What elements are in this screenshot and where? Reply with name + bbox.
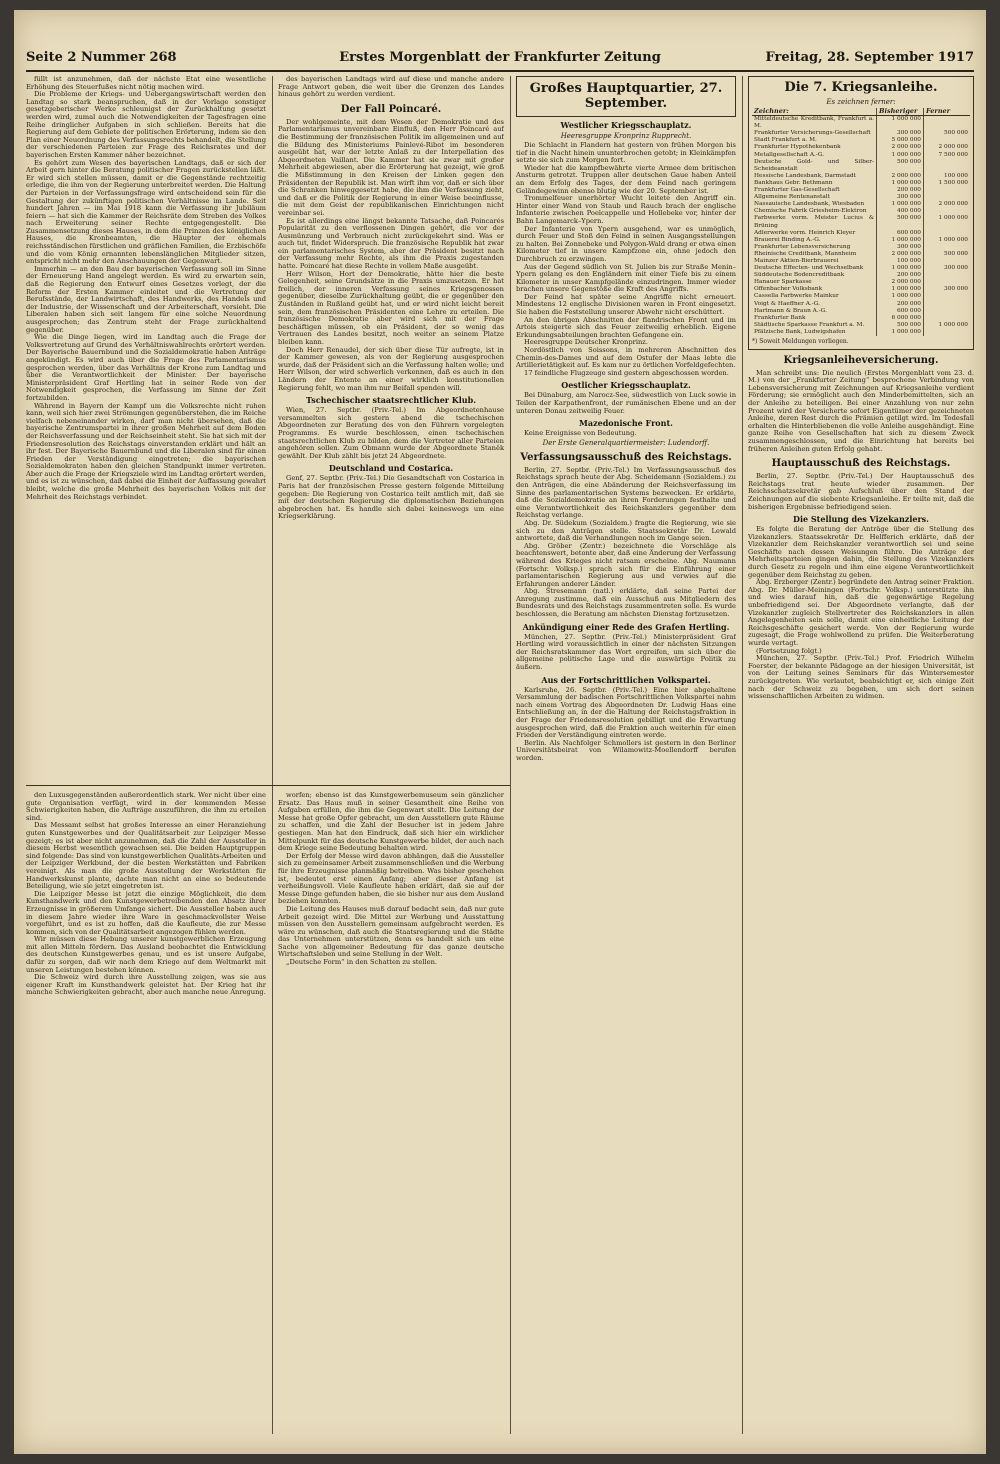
paragraph: An den übrigen Abschnitten der flandrischen Front und im Artois steigerte sich das Feuer zeitweilig erheblich. Eigene Erkundungsabteilungen brachten Gefangene ein.: [516, 315, 736, 339]
subscription-amount: 400 000: [877, 208, 924, 215]
subscription-amount: 2 000 000: [877, 173, 924, 180]
subscriber-name: Mainzer Aktien-Bierbrauerei: [752, 258, 877, 265]
paragraph: füllt ist anzunehmen, daß der nächste Etat eine wesentliche Erhöhung des Steuerfußes nicht nötig machen wird.: [26, 76, 266, 91]
subscription-amount: 2 000 000: [938, 201, 968, 208]
column-rule: [272, 76, 273, 814]
paragraph: München, 27. Septbr. (Priv.-Tel.) Ministerpräsident Graf Hertling wird voraussichtlich in einer der nächsten Sitzungen der Reichsratskammer das Wort ergreifen, um sich über die allgemeine politische Lage und die auswärtige Politik zu äußern.: [516, 632, 736, 672]
subscription-amount: 2 000 000: [877, 251, 924, 258]
subscriber-name: Stadt Frankfurt a. M.: [752, 137, 877, 144]
table-row: [752, 322, 970, 329]
subscription-amount: 1 000 000: [877, 293, 924, 300]
war-loan-title: Die 7. Kriegsanleihe.: [784, 80, 938, 95]
subscriber-name: Städtische Sparkasse Frankfurt a. M.: [752, 322, 877, 329]
paragraph: 17 feindliche Flugzeuge sind gestern abgeschossen worden.: [524, 368, 729, 377]
column-4: [748, 76, 974, 1434]
subscription-amount: [924, 258, 971, 265]
subscription-amount: 1 000 000: [877, 116, 924, 131]
bottom-column-2: [278, 792, 504, 1434]
subscriber-name: Voigt & Haeffner A.-G.: [752, 301, 877, 308]
subscription-amount: [924, 308, 971, 315]
article-progressive-party: [516, 687, 736, 763]
table-row: [752, 137, 970, 144]
table-footnote: *) Soweit Meldungen vorliegen.: [752, 338, 849, 345]
table-row: [752, 308, 970, 315]
subscription-amount: 1 000 000: [877, 265, 924, 272]
section-macedonian-front: Mazedonische Front.: [579, 418, 673, 429]
paragraph: den Luxusgegenständen außerordentlich stark. Wer nicht über eine gute Organisation verfügt, wird in der kommenden Messe Schwierigkeiten haben, die Aufträge auszuführen, die ihm zu erteilen sind.: [26, 792, 266, 822]
column-header: Zeichner:: [752, 108, 877, 116]
paragraph: München, 27. Septbr. (Priv.-Tel.) Prof. Friedrich Wilhelm Foerster, der bekannte Pädagoge an der hiesigen Universität, ist von der Leitung seines Seminars für das Wintersemester zurückgetreten. Wie verlautet, beabsichtigt er, sich einige Zeit nach der Schweiz zu begeben, um sich dort seinen wissenschaftlichen Arbeiten zu widmen.: [748, 654, 974, 701]
article-title-progressive-party: Aus der Fortschrittlichen Volkspartei.: [541, 674, 711, 685]
subscriber-name: Farbwerke vorm. Meister Lucius & Brüning: [752, 215, 877, 229]
paragraph: Wie die Dinge liegen, wird im Landtag auch die Frage der Volksvertretung auf Grund des Verhältniswahlrechts erörtert werden. Der Bayerische Bauernbund und die Sozialdemokratie haben Anträge angekündigt. Es wird auch über die Frage des Parlamentarismus gesprochen werden, über das Verhältnis der Krone zum Landtag und über die Verantwortlichkeit der Minister. Der bayerische Ministerpräsident Graf Hertling hat in seiner Rede von der Notwendigkeit gesprochen, die Verfassung im Sinne der Zeit fortzubilden.: [26, 333, 266, 402]
paragraph: (Fortsetzung folgt.): [756, 646, 822, 655]
subscriber-name: Adlerwerke vorm. Heinrich Kleyer: [752, 230, 877, 237]
page-number: Seite 2 Nummer 268: [26, 50, 177, 65]
war-loan-box: [748, 76, 974, 350]
paragraph: Keine Ereignisse von Bedeutung.: [524, 429, 637, 438]
subscription-amount: [924, 194, 971, 201]
subscription-amount: 300 000: [877, 194, 924, 201]
table-row: [752, 251, 970, 258]
table-row: [752, 187, 970, 194]
subscription-amount: 6 000 000: [877, 315, 924, 322]
subscriber-name: Frankfurter Gas-Gesellschaft: [752, 187, 877, 194]
article-vice-chancellor: [748, 526, 974, 701]
subscriber-name: Pfälzische Bank, Ludwigshafen: [752, 329, 877, 336]
paragraph: Berlin. Als Nachfolger Schmollers ist gestern in den Berliner Universitätsbeirat von Wilamowitz-Moellendorff berufen worden.: [516, 738, 736, 762]
paragraph: Wir müssen diese Hebung unserer kunstgewerblichen Erzeugung mit allen Mitteln fördern. Das Ausland beobachtet die Entwicklung des deutschen Kunstgewerbes genau, und es ist unsere Aufgabe, dafür zu sorgen, daß wir nach dem Kriege auf dem Weltmarkt mit unseren Leistungen bestehen können.: [26, 935, 266, 974]
paragraph: Die Schweiz wird durch ihre Ausstellung zeigen, was sie aus eigener Kraft im Kunsthandwerk geleistet hat. Der Krieg hat ihr manche Schwierigkeiten gebracht, aber auch manche neue Anregung.: [26, 973, 266, 997]
subscriber-name: Hessische Landesbank, Darmstadt: [752, 173, 877, 180]
table-row: [752, 315, 970, 322]
subscriber-name: Offenbacher Volksbank: [752, 286, 877, 293]
subscription-amount: [924, 116, 971, 131]
paragraph: Aus der Gegend südlich von St. Julien bis zur Straße Menin–Ypern gelang es den Engländern mit einer Tiefe bis zu einem Kilometer in unser Kampfgelände einzudringen. Immer wieder brachen unsere Gegenstöße die Kraft des Angriffs.: [516, 262, 736, 294]
paragraph: Berlin, 27. Septbr. (Priv.-Tel.) Der Hauptausschuß des Reichstags trat heute wieder zusammen. Der Reichsschatzsekretär gab Aufschluß über den Stand der Zeichnungen auf die siebente Kriegsanleihe. Er teilte mit, daß die bisherigen Ergebnisse befriedigend seien.: [748, 472, 974, 511]
subscription-amount: 1 000 000: [877, 180, 924, 187]
subscription-amount: 500 000: [944, 130, 968, 137]
column-header: Ferner: [924, 108, 971, 116]
subscription-amount: 600 000: [877, 230, 924, 237]
paragraph: Der Feind hat später seine Angriffe nicht erneuert. Mindestens 12 englische Divisionen waren in Front eingesetzt. Sie haben die Feststellung unserer Abwehr nicht erschüttert.: [516, 292, 736, 317]
subscriber-name: Frankfurter Versicherungs-Gesellschaft: [752, 130, 877, 137]
subscription-amount: [924, 301, 971, 308]
paragraph: Trommelfeuer unerhörter Wucht leitete den Angriff ein. Hinter einer Wand von Staub und Rauch brach der englische Infanterie zwischen Poelcappelle und Hollebeke vor, hinter der Bahn Langemarck–Ypern.: [516, 194, 736, 225]
war-report-title: Großes Hauptquartier, 27. September.: [529, 81, 723, 111]
article-loan-insurance: [748, 370, 974, 454]
eastern-front-report: [516, 392, 736, 415]
newspaper-page: [14, 10, 986, 1454]
article-poincare: [278, 119, 504, 392]
subscription-amount: 100 000: [944, 172, 968, 179]
subscriber-name: Allgemeine Rentenanstalt: [752, 194, 877, 201]
subscriber-name: Hanauer Sparkasse: [752, 279, 877, 286]
section-divider: [26, 785, 510, 786]
article-czech-club: [278, 407, 504, 460]
subscription-amount: 1 000 000: [938, 215, 968, 222]
subscriber-name: Deutsche Gold- und Silber-Scheideanstalt: [752, 159, 877, 173]
subscription-amount: 500 000: [877, 159, 924, 173]
table-header-row: [752, 108, 970, 116]
table-row: [752, 258, 970, 265]
paragraph: Es folgte die Beratung der Anträge über die Stellung des Vizekanzlers. Staatssekretär Dr. Helfferich erklärte, daß der Vizekanzler dem Reichskanzler verantwortlich sei und seine Geschäfte nach dessen Weisungen führe. Die Anträge der Mehrheitsparteien gingen dahin, die Stellung des Vizekanzlers durch Gesetz zu regeln und ihm eine eigene Verantwortlichkeit gegenüber dem Reichstag zu geben.: [748, 525, 974, 579]
page-header: [26, 48, 974, 72]
article-title-hertling: Ankündigung einer Rede des Grafen Hertling.: [522, 621, 730, 632]
article-title-poincare: Der Fall Poincaré.: [340, 103, 442, 115]
subscription-amount: 300 000: [944, 286, 968, 293]
subscriber-name: Rheinische Creditbank, Mannheim: [752, 251, 877, 258]
paragraph: Der wohlgemeinte, mit dem Wesen der Demokratie und des Parlamentarismus unvereinbare Einfluß, den Herr Poincaré auf die Bestimmung der französischen Politik im allgemeinen und auf die Bildung des Ministeriums Painlevé-Ribot im besonderen ausgeübt hat, war der letzte Anlaß zu der Interpellation des Abgeordneten Vaillant. Die Kammer hat sie zwar mit großer Mehrheit abgewiesen, aber die Erörterung hat gezeigt, wie groß die Mißstimmung in den Kreisen der Linken gegen den Präsidenten der Republik ist. Man wirft ihm vor, daß er sich über die Schranken hinweggesetzt habe, die ihm die Verfassung zieht, und daß er die Politik der Regierung in einer Weise beeinflusse, die mit dem Geist der republikanischen Einrichtungen nicht vereinbar sei.: [278, 117, 504, 217]
paragraph: Man schreibt uns: Die neulich (Erstes Morgenblatt vom 23. d. M.) von der „Frankfurter Zeitung“ besprochene Verbindung von Lebensversicherung mit Zeichnungen auf Kriegsanleihe verdient Förderung; sie ermöglicht auch den Minderbemittelten, sich an der Anleihe zu beteiligen. Bei einer Anzahlung von nur zehn Prozent wird der Versicherte sofort Eigentümer der gezeichneten Anleihe, deren Rest durch die Prämien getilgt wird. Im Todesfall erhalten die Hinterbliebenen die volle Anleihe ausgehändigt. Eine ganze Reihe von Gesellschaften hat sich zu diesem Zweck zusammengeschlossen, und die Einrichtung hat bereits bei früheren Anleihen guten Erfolg gehabt.: [748, 368, 974, 453]
table-row: [752, 230, 970, 237]
article-title-main-committee: Hauptausschuß des Reichstags.: [771, 458, 951, 470]
subscription-amount: 5 000 000: [877, 137, 924, 144]
subscription-amount: 1 000 000: [877, 237, 924, 244]
subscription-amount: [924, 137, 971, 144]
table-row: [752, 116, 970, 131]
table-row: [752, 279, 970, 286]
paragraph: Karlsruhe, 26. Septbr. (Priv.-Tel.) Eine hier abgehaltene Versammlung der badischen Fortschrittlichen Volkspartei nahm nach einem Vortrag des Abgeordneten Dr. Ludwig Haas eine Entschließung an, in der die Haltung der Reichstagsfraktion in der Frage der Friedensresolution gebilligt und die Erwartung ausgesprochen wird, daß die Fraktion auch weiterhin für einen Frieden der Verständigung eintreten werde.: [516, 685, 736, 740]
table-row: [752, 329, 970, 336]
column-2: [278, 76, 504, 762]
subscriber-name: Frankfurter Lebensversicherung: [752, 244, 877, 251]
table-row: [752, 265, 970, 272]
table-row: [752, 130, 970, 137]
table-row: [752, 144, 970, 151]
subscription-amount: [924, 187, 971, 194]
subscription-amount: 500 000: [877, 322, 924, 329]
paragraph: Die Leitung des Hauses muß darauf bedacht sein, daß nur gute Arbeit gezeigt wird. Die Mittel zur Werbung und Ausstattung müssen von den Ausstellern gemeinsam aufgebracht werden. Es wäre zu wünschen, daß auch die Staatsregierung und die Städte das Unternehmen unterstützen, denn es handelt sich um eine Sache von allgemeiner Bedeutung für das ganze deutsche Wirtschaftsleben und seine Stellung in der Welt.: [278, 904, 504, 959]
subscription-amount: 1 000 000: [938, 321, 968, 328]
table-row: [752, 301, 970, 308]
paragraph: Heeresgruppe Deutscher Kronprinz.: [524, 338, 648, 347]
paragraph: Die Probleme der Kriegs- und Uebergangswirtschaft werden den Landtag so stark beanspruchen, daß in der Vorlage sonstiger gesetzgeberischer Werke schleunigst der Zurückhaltung gesetzt werden wird, zumal auch die Notwendigkeiten der Tagesfragen eine Reihe dringlicher Aufgaben in sich schließen. Bereits hat die Regierung auf dem Gebiete der politischen Erörterung, indem sie den Plan einer Neuordnung des Verfassungsrechts behandelt, die Stellung der verschiedenen Parteien zur Frage des Reichsrates und der bayerischen Ersten Kammer näher bezeichnet.: [26, 90, 266, 159]
subscription-amount: 300 000: [877, 244, 924, 251]
paragraph: Wien, 27. Septbr. (Priv.-Tel.) Im Abgeordnetenhause versammelten sich gestern abend die tschechischen Abgeordneten zur Beratung des von den Führern vorgelegten Programms. Es wurde beschlossen, einen tschechischen staatsrechtlichen Klub zu bilden, dem die Vertreter aller Parteien angehören sollen. Zum Obmann wurde der Abgeordnete Staněk gewählt. Der Klub zählt bis jetzt 24 Abgeordnete.: [278, 406, 504, 460]
subscription-amount: [924, 159, 971, 173]
paragraph: Wieder hat die kampfbewährte vierte Armee dem britischen Ansturm getrotzt. Truppen aller deutschen Gaue haben Anteil an dem Erfolg des Tages, der dem Feind nach geringem Geländegewinn ebenso blutig wie der 20. September ist.: [516, 163, 736, 195]
table-row: [752, 194, 970, 201]
paragraph: Das Messamt selbst hat großes Interesse an einer Heranziehung guten Kunstgewerbes und der Qualitätsarbeit zur Leipziger Messe gezeigt; es ist aber nicht anzunehmen, daß die Zahl der Aussteller in diesem Herbst wesentlich gewachsen sei. Die beiden Hauptgruppen sind folgende: Das sind von kunstgewerblichen Qualitäts-Arbeiten und der Leipziger Werkbund, der die besten Werkstätten und Fabriken vereinigt. Als man die große Ausstellung der Werkstätten für Handwerkskunst plante, dachte man nicht an eine so bedeutende Beteiligung, wie sie jetzt eingetreten ist.: [26, 821, 266, 891]
article-leipzig-fair: [26, 792, 266, 997]
subscription-table: [752, 108, 970, 336]
paragraph: Berlin, 27. Septbr. (Priv.-Tel.) Im Verfassungsausschuß des Reichstags sprach heute der Abg. Scheidemann (Sozialdem.) zu den Anträgen, die eine Abänderung der Reichsverfassung im Sinne des parlamentarischen Systems bezwecken. Er erklärte, daß die Sozialdemokratie an ihren Forderungen festhalte und eine Verantwortlichkeit des Reichskanzlers gegenüber dem Reichstag verlange.: [516, 465, 736, 520]
paragraph: Herr Wilson, Hort der Demokratie, hätte hier die beste Gelegenheit, seine Grundsätze in die Praxis umzusetzen. Er hat freilich, der inneren Verfassung seines Kriegsgenossen gegenüber, dieselbe Zurückhaltung geübt, die er gegenüber den Zuständen in Rußland geübt hat, und er wird nicht leicht bereit sein, dem französischen Präsidenten eine Lehre zu erteilen. Die französische Demokratie aber wird sich mit der Frage beschäftigen müssen, ob ein Präsident, der so wenig das Vertrauen des Landes besitzt, noch weiter an seinem Platze bleiben kann.: [278, 269, 504, 346]
paragraph: Die Schlacht in Flandern hat gestern von frühen Morgen bis tief in die Nacht hinein ununterbrochen getobt; in Kleinkämpfen setzte sie sich zum Morgen fort.: [516, 141, 736, 165]
subscription-amount: 1 500 000: [938, 179, 968, 186]
table-row: [752, 180, 970, 187]
column-rule: [510, 76, 511, 1434]
subscription-amount: [924, 272, 971, 279]
paragraph: Nordöstlich von Soissons, in mehreren Abschnitten des Chemin-des-Dames und auf dem Ostufer der Maas lebte die Artillerietätigkeit auf. Es kam nur zu örtlichen Vorfeldgefechten.: [516, 346, 736, 370]
paragraph: Abg. Erzberger (Zentr.) begründete den Antrag seiner Fraktion. Abg. Dr. Müller-Meiningen (Fortschr. Volksp.) unterstützte ihn und wies darauf hin, daß die gegenwärtige Regelung unbefriedigend sei. Der Abgeordnete verlangte, daß der Vizekanzler zugleich Stellvertreter des Reichskanzlers in allen Angelegenheiten sein solle, damit eine einheitliche Leitung der Reichsgeschäfte gesichert werde. Von der Regierung wurde zugesagt, die Frage wohlwollend zu prüfen. Die Weiterberatung wurde vertagt.: [748, 578, 974, 647]
subscription-amount: 500 000: [877, 215, 924, 229]
subscription-amount: [924, 315, 971, 322]
subscriber-name: Chemische Fabrik Griesheim-Elektron: [752, 208, 877, 215]
table-row: [752, 152, 970, 159]
subscriber-name: Frankfurter Hypothekenbank: [752, 144, 877, 151]
subscription-amount: 500 000: [944, 250, 968, 257]
article-title-loan-insurance: Kriegsanleiheversicherung.: [783, 354, 939, 366]
paragraph: Abg. Stresemann (natl.) erklärte, daß seine Partei der Anregung zustimme, daß ein Ausschuß aus Mitgliedern des Bundesrats und des Reichstags zusammentreten solle. Es wurde beschlossen, die Beratung am nächsten Dienstag fortzusetzen.: [516, 587, 736, 619]
subscriber-name: Nassauische Landesbank, Wiesbaden: [752, 201, 877, 208]
table-row: [752, 201, 970, 208]
subscription-amount: 200 000: [877, 272, 924, 279]
subscription-amount: 1 000 000: [877, 152, 924, 159]
paragraph: Die Leipziger Messe ist jetzt die einzige Möglichkeit, die dem Kunsthandwerk und den Kunstgewerbetreibenden den Absatz ihrer Erzeugnisse in größerem Umfange sichert. Die Aussteller haben auch in diesem Jahre wieder ihre Ware in geschmackvollster Weise vorgeführt, und es ist zu hoffen, daß die Kaufleute, die zur Messe kommen, sich von der Qualitätsarbeit angezogen fühlen werden.: [26, 889, 266, 936]
table-row: [752, 237, 970, 244]
subscriber-name: Cassella Farbwerke Mainkur: [752, 293, 877, 300]
subscriber-name: Mitteldeutsche Kreditbank, Frankfurt a. M.: [752, 116, 877, 131]
article-continuation: des bayerischen Landtags wird auf diese und manche andere Frage Antwort geben, die weit über die Grenzen des Landes hinaus gehört zu werden verdient.: [278, 76, 504, 99]
subscription-amount: 1 000 000: [877, 201, 924, 208]
article-constitution-committee: [516, 467, 736, 619]
subscription-amount: 100 000: [877, 258, 924, 265]
column-rule: [742, 76, 743, 1434]
subscriber-name: Hartmann & Braun A.-G.: [752, 308, 877, 315]
table-row: [752, 208, 970, 215]
table-row: [752, 215, 970, 229]
article-bavarian-landtag: [26, 76, 266, 501]
article-title-costarica: Deutschland und Costarica.: [328, 463, 454, 474]
subscription-amount: 2 000 000: [877, 279, 924, 286]
subscription-amount: [924, 279, 971, 286]
subscription-amount: [924, 244, 971, 251]
subscription-amount: [924, 329, 971, 336]
subscription-amount: 300 000: [877, 130, 924, 137]
subscription-amount: [924, 230, 971, 237]
subscriber-name: Brauerei Binding A.-G.: [752, 237, 877, 244]
subscription-amount: 600 000: [877, 308, 924, 315]
paragraph: Es gehört zum Wesen des bayerischen Landtags, daß er sich der Arbeit gern hinter die Beratung politischer Fragen zurückstellen läßt. Er wird sich stellen müssen, damit er die Gegenstände rechtzeitig erledige, die ihm von der Regierung unterbreitet werden. Die Haltung der Parteien in der Verfassungsfrage wird entscheidend sein für die Gestaltung der zukünftigen politischen Verhältnisse im Lande. Seit hundert Jahren — im Mai 1918 kann die Verfassung ihr Jubiläum feiern — hat sich die Kammer der Reichsräte dem Streben des Volkes nach Erweiterung seiner Rechte entgegengestellt. Die Zusammensetzung dieses Hauses, in dem die Prinzen des königlichen Hauses, die Kronbeamten, die Häupter der ehemals reichsständischen fürstlichen und gräflichen Familien, die Erzbischöfe und die vom König ernannten lebenslänglichen Mitglieder sitzen, entspricht nicht mehr den Anschauungen der Gegenwart.: [26, 158, 266, 266]
article-title-czech-club: Tschechischer staatsrechtlicher Klub.: [305, 395, 476, 406]
western-front-report: [516, 142, 736, 377]
section-western-front: Westlicher Kriegsschauplatz.: [560, 120, 692, 130]
paragraph: Abg. Gröber (Zentr.) bezeichnete die Vorschläge als beachtenswert, betonte aber, daß eine Änderung der Verfassung während des Krieges nicht ratsam erscheine. Abg. Naumann (Fortschr. Volksp.) sprach sich für die Einführung einer parlamentarischen Regierung aus und verwies auf die Erfahrungen anderer Länder.: [516, 541, 736, 588]
column-1: [26, 76, 266, 762]
table-row: [752, 272, 970, 279]
table-row: [752, 244, 970, 251]
paragraph: Doch Herr Renaudel, der sich über diese Tür aufregte, ist in der Kammer gewesen, als von der Regierung ausgesprochen wurde, daß der Präsident sich an die Verfassung halten wolle; und Herr Wilson, der wird schwerlich verkennen, daß es auch in den Ländern der Entente an einer wirklich konstitutionellen Regierung fehlt, wo man ihm nur Beifall spenden will.: [278, 345, 504, 392]
table-row: [752, 159, 970, 173]
column-header: Bisheriger: [877, 108, 924, 116]
paragraph: Bei Dünaburg, am Narocz-See, südwestlich von Luck sowie in Teilen der Karpathenfront, der rumänischen Ebene und an der unteren Donau zeitweilig Feuer.: [516, 391, 736, 415]
subscriber-name: Deutsche Effecten- und Wechselbank: [752, 265, 877, 272]
paragraph: Der Infanterie von Ypern ausgehend, war es unmöglich, durch Feuer und Stoß den Feind in seinen Ausgangsstellungen zu halten. Bei Zonnebeke und Polygon-Wald drang er etwa einen Kilometer tief in unsere Kampfzone ein, ohne jedoch den Durchbruch zu erzwingen.: [516, 224, 736, 263]
paragraph: Während in Bayern der Kampf um die Volksrechte nicht ruhen kann, weil sich hier zwei Strömungen gegenüberstehen, die im Reiche vielfach nebeneinander wirken, darf man nicht übersehen, daß die bayerische Zentrumspartei in ihrer großen Mehrheit auf dem Boden der Reichsverfassung und der Reichseinheit steht. Sie hat sich mit der Friedensresolution des Reichstags einverstanden erklärt und hält an ihr fest. Der Bayerische Bauernbund und die Liberalen sind für einen Frieden der Verständigung eingetreten; die bayerischen Sozialdemokraten haben den gleichen Standpunkt immer vertreten. Aber auch die Frage der Kriegsziele wird im Landtag erörtert werden, und es ist zu wünschen, daß dabei die Einheit der Auffassung gewahrt bleibt, welche die große Mehrheit des bayerischen Volkes mit der Mehrheit des Reichstags verbindet.: [26, 401, 266, 501]
war-report-box: [516, 76, 736, 117]
table-row: [752, 293, 970, 300]
paragraph: Es ist allerdings eine längst bekannte Tatsache, daß Poincarés Popularität zu den verflossenen Dingen gehört, die vor der Ausmünzung und Verbrauch nicht zurückgekehrt sind. Was er auch tut, findet Widerspruch. Die französische Republik hat zwar ein parlamentarisches System, aber der Präsident besitzt nach der Verfassung mehr Rechte, als ihm die Praxis zugestanden hatte. Poincaré hat diese Rechte in vollem Maße ausgeübt.: [278, 216, 504, 271]
report-signature: Der Erste Generalquartiermeister: Ludendorff.: [542, 438, 710, 447]
issue-date: Freitag, 28. September 1917: [765, 50, 974, 65]
paragraph: „Deutsche Form“ in den Schatten zu stellen.: [286, 958, 438, 967]
newspaper-masthead: Erstes Morgenblatt der Frankfurter Zeitung: [339, 50, 661, 65]
bottom-column-1: [26, 792, 266, 1434]
subscription-amount: 7 500 000: [938, 151, 968, 158]
subscription-amount: 1 000 000: [877, 329, 924, 336]
article-main-committee: [748, 473, 974, 511]
column-rule: [272, 788, 273, 1434]
subscriber-name: Bankhaus Gebr. Bethmann: [752, 180, 877, 187]
subscription-amount: 2 000 000: [877, 144, 924, 151]
paragraph: Der Erfolg der Messe wird davon abhängen, daß die Aussteller sich zu gemeinsamer Arbeit zusammenschließen und die Werbung für ihre Erzeugnisse planmäßig betreiben. Was bisher geschehen ist, bedeutet erst einen Anfang; aber dieser Anfang ist verheißungsvoll. Viele Kaufleute haben erklärt, daß sie auf der Messe Dinge gefunden haben, die sie bisher nur aus dem Ausland beziehen konnten.: [278, 851, 504, 906]
table-row: [752, 173, 970, 180]
table-row: [752, 286, 970, 293]
subscriber-name: Frankfurter Bank: [752, 315, 877, 322]
war-loan-subtitle: Es zeichnen ferner:: [826, 98, 896, 106]
article-hertling: [516, 634, 736, 672]
paragraph: Genf, 27. Septbr. (Priv.-Tel.) Die Gesandtschaft von Costarica in Paris hat der französischen Presse gestern folgende Mitteilung gegeben: Die Regierung von Costarica teilt amtlich mit, daß sie mit der deutschen Regierung die diplomatischen Beziehungen abgebrochen hat. Es handle sich dabei keineswegs um eine Kriegserklärung.: [278, 474, 504, 521]
article-title-vice-chancellor: Die Stellung des Vizekanzlers.: [793, 514, 929, 525]
subscription-amount: 200 000: [877, 301, 924, 308]
subscription-amount: 300 000: [944, 265, 968, 272]
subscription-amount: 1 000 000: [877, 286, 924, 293]
column-3: [516, 76, 736, 1434]
article-title-constitution-committee: Verfassungsausschuß des Reichstags.: [520, 451, 732, 463]
article-leipzig-fair-continued: [278, 792, 504, 967]
subscription-amount: [924, 208, 971, 215]
subscription-amount: 2 000 000: [938, 144, 968, 151]
subscription-amount: 1 000 000: [938, 236, 968, 243]
article-costarica: [278, 475, 504, 521]
subscriber-name: Süddeutsche Bodencreditbank: [752, 272, 877, 279]
subscriber-name: Metallgesellschaft A.-G.: [752, 152, 877, 159]
paragraph: Immerhin — an den Bau der bayerischen Verfassung soll im Sinne der Erneuerung Hand angelegt werden. Es wird zu erwarten sein, daß die Regierung den Entwurf eines Gesetzes vorlegt, der die Reform der Ersten Kammer einleitet und die Vertretung der Berufsstände, der Landwirtschaft, des Handwerks, des Handels und der Industrie, der Wissenschaft und der Arbeiterschaft, vorsieht. Die Liberalen haben sich seit langem für eine solche Neuordnung ausgesprochen; das Zentrum steht der Frage zurückhaltend gegenüber.: [26, 264, 266, 334]
macedonian-front-report: [516, 430, 736, 438]
subscription-amount: 200 000: [877, 187, 924, 194]
paragraph: Abg. Dr. Südekum (Sozialdem.) fragte die Regierung, wie sie sich zu den Anträgen stelle. Staatssekretär Dr. Lewald antwortete, daß die Verhandlungen noch im Gange seien.: [516, 518, 736, 543]
subscription-amount: [924, 293, 971, 300]
paragraph: worfen; ebenso ist das Kunstgewerbemuseum sein gänzlicher Ersatz. Das Haus muß in seiner Gesamtheit eine Reihe von Aufgaben erfüllen, die ihm die Gegenwart stellt. Die Leitung der Messe hat große Opfer gebracht, um den Ausstellern gute Räume zu schaffen, und die Zahl der Besucher ist in jedem Jahre gestiegen. Man hat den Eindruck, daß sich hier ein wirklicher Mittelpunkt für das deutsche Kunstgewerbe bildet, der auch nach dem Kriege seine Bedeutung behalten wird.: [278, 792, 504, 853]
army-group-label: Heeresgruppe Kronprinz Rupprecht.: [560, 132, 692, 140]
section-eastern-front: Oestlicher Kriegsschauplatz.: [561, 380, 691, 391]
